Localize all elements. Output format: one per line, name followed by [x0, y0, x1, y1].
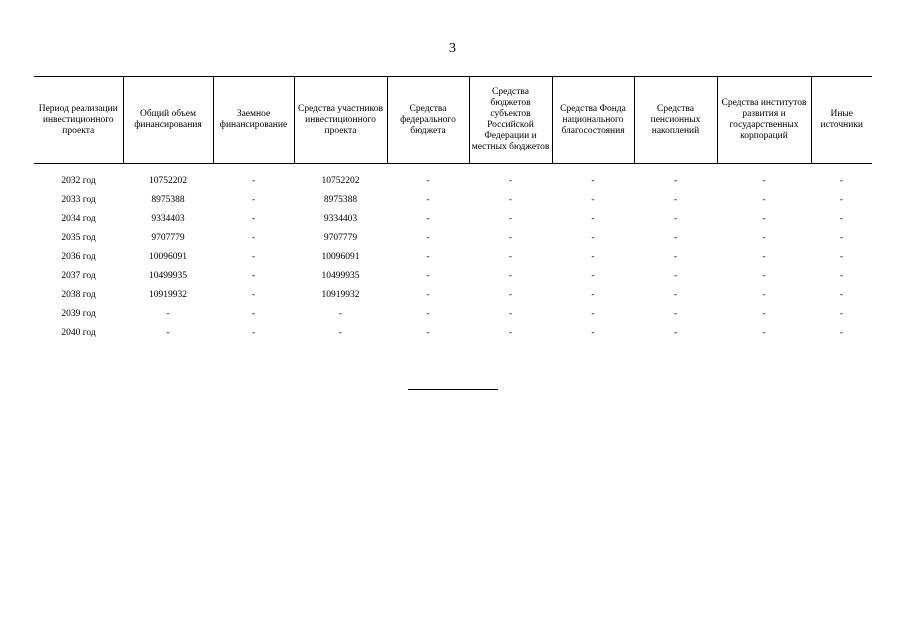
header-pension-savings: Средства пенсионных накоплений: [634, 77, 717, 164]
cell-loan: -: [251, 271, 256, 281]
header-loan-financing: Заемное финансирование: [213, 77, 294, 164]
cell-loan: -: [251, 328, 256, 338]
cell-pension: -: [673, 309, 678, 319]
cell-other: -: [839, 290, 844, 300]
cell-institutions: -: [762, 195, 766, 205]
table-header-row: [34, 77, 872, 164]
cell-institutions: -: [762, 290, 766, 300]
cell-participants: 10096091: [321, 252, 360, 262]
cell-nwf: -: [591, 252, 595, 262]
cell-period: 2039 год: [61, 309, 96, 319]
cell-participants: -: [338, 328, 343, 338]
cell-pension: -: [673, 233, 678, 243]
cell-period: 2036 год: [61, 252, 96, 262]
cell-total: 9707779: [151, 233, 185, 243]
cell-institutions: -: [762, 214, 766, 224]
cell-institutions: -: [762, 328, 766, 338]
cell-participants: -: [338, 309, 343, 319]
header-total-financing: Общий объем финансирования: [123, 77, 213, 164]
cell-nwf: -: [591, 233, 595, 243]
cell-other: -: [839, 309, 844, 319]
table-row: [34, 267, 872, 286]
cell-pension: -: [673, 252, 678, 262]
cell-federal: -: [426, 195, 430, 205]
cell-total: 10096091: [149, 252, 187, 262]
cell-period: 2034 год: [61, 214, 96, 224]
table-row: [34, 286, 872, 305]
cell-loan: -: [251, 309, 256, 319]
cell-loan: -: [251, 290, 256, 300]
cell-institutions: -: [762, 252, 766, 262]
cell-federal: -: [426, 233, 430, 243]
cell-pension: -: [673, 290, 678, 300]
cell-participants: 9334403: [323, 214, 358, 224]
cell-nwf: -: [591, 328, 595, 338]
cell-loan: -: [251, 252, 256, 262]
cell-federal: -: [426, 271, 430, 281]
cell-regional: -: [508, 176, 513, 186]
cell-federal: -: [426, 176, 430, 186]
cell-period: 2035 год: [61, 233, 96, 243]
cell-period: 2032 год: [61, 176, 96, 186]
end-of-document-divider: [408, 389, 498, 390]
cell-federal: -: [426, 309, 430, 319]
cell-nwf: -: [591, 214, 595, 224]
header-national-wealth-fund: Средства Фонда национального благосостояния: [552, 77, 634, 164]
cell-participants: 10919932: [321, 290, 360, 300]
cell-pension: -: [673, 271, 678, 281]
cell-participants: 8975388: [323, 195, 358, 205]
table-row: [34, 191, 872, 210]
table-row: [34, 210, 872, 229]
table-row: [34, 248, 872, 267]
cell-other: -: [839, 195, 844, 205]
cell-institutions: -: [762, 309, 766, 319]
cell-loan: -: [251, 176, 256, 186]
cell-regional: -: [508, 309, 513, 319]
header-federal-budget: Средства федерального бюджета: [387, 77, 469, 164]
cell-nwf: -: [591, 271, 595, 281]
cell-total: 10919932: [149, 290, 187, 300]
cell-period: 2040 год: [61, 328, 96, 338]
cell-other: -: [839, 252, 844, 262]
cell-regional: -: [508, 214, 513, 224]
header-regional-budgets: Средства бюджетов субъектов Российской Федерации и местных бюджетов: [469, 77, 552, 164]
cell-regional: -: [508, 328, 513, 338]
cell-period: 2033 год: [61, 195, 96, 205]
header-participants-funds: Средства участников инвестиционного проекта: [294, 77, 387, 164]
cell-regional: -: [508, 271, 513, 281]
cell-federal: -: [426, 328, 430, 338]
cell-participants: 10499935: [321, 271, 360, 281]
cell-other: -: [839, 271, 844, 281]
cell-loan: -: [251, 214, 256, 224]
cell-participants: 10752202: [321, 176, 360, 186]
cell-nwf: -: [591, 176, 595, 186]
table-row: [34, 229, 872, 248]
cell-nwf: -: [591, 290, 595, 300]
cell-total: 8975388: [151, 195, 185, 205]
cell-period: 2037 год: [61, 271, 96, 281]
table-row: [34, 164, 872, 192]
cell-regional: -: [508, 252, 513, 262]
cell-other: -: [839, 328, 844, 338]
cell-total: 10499935: [149, 271, 187, 281]
cell-total: 10752202: [149, 176, 187, 186]
header-development-institutions: Средства институтов развития и государственных корпораций: [717, 77, 811, 164]
cell-other: -: [839, 214, 844, 224]
header-period: Период реализации инвестиционного проекта: [34, 77, 123, 164]
cell-federal: -: [426, 214, 430, 224]
cell-regional: -: [508, 195, 513, 205]
cell-regional: -: [508, 290, 513, 300]
financing-table: [34, 76, 872, 343]
table-row: [34, 305, 872, 324]
cell-institutions: -: [762, 233, 766, 243]
cell-period: 2038 год: [61, 290, 96, 300]
cell-nwf: -: [591, 309, 595, 319]
header-other-sources: Иные источники: [811, 77, 872, 164]
cell-total: -: [166, 328, 170, 338]
cell-federal: -: [426, 290, 430, 300]
cell-total: -: [166, 309, 170, 319]
cell-nwf: -: [591, 195, 595, 205]
cell-federal: -: [426, 252, 430, 262]
table-row: [34, 324, 872, 343]
cell-total: 9334403: [151, 214, 185, 224]
page-number: 3: [449, 41, 456, 56]
cell-pension: -: [673, 195, 678, 205]
cell-pension: -: [673, 328, 678, 338]
cell-pension: -: [673, 176, 678, 186]
cell-participants: 9707779: [323, 233, 358, 243]
cell-institutions: -: [762, 271, 766, 281]
cell-other: -: [839, 233, 844, 243]
cell-loan: -: [251, 195, 256, 205]
cell-regional: -: [508, 233, 513, 243]
cell-other: -: [839, 176, 844, 186]
cell-institutions: -: [762, 176, 766, 186]
cell-loan: -: [251, 233, 256, 243]
cell-pension: -: [673, 214, 678, 224]
